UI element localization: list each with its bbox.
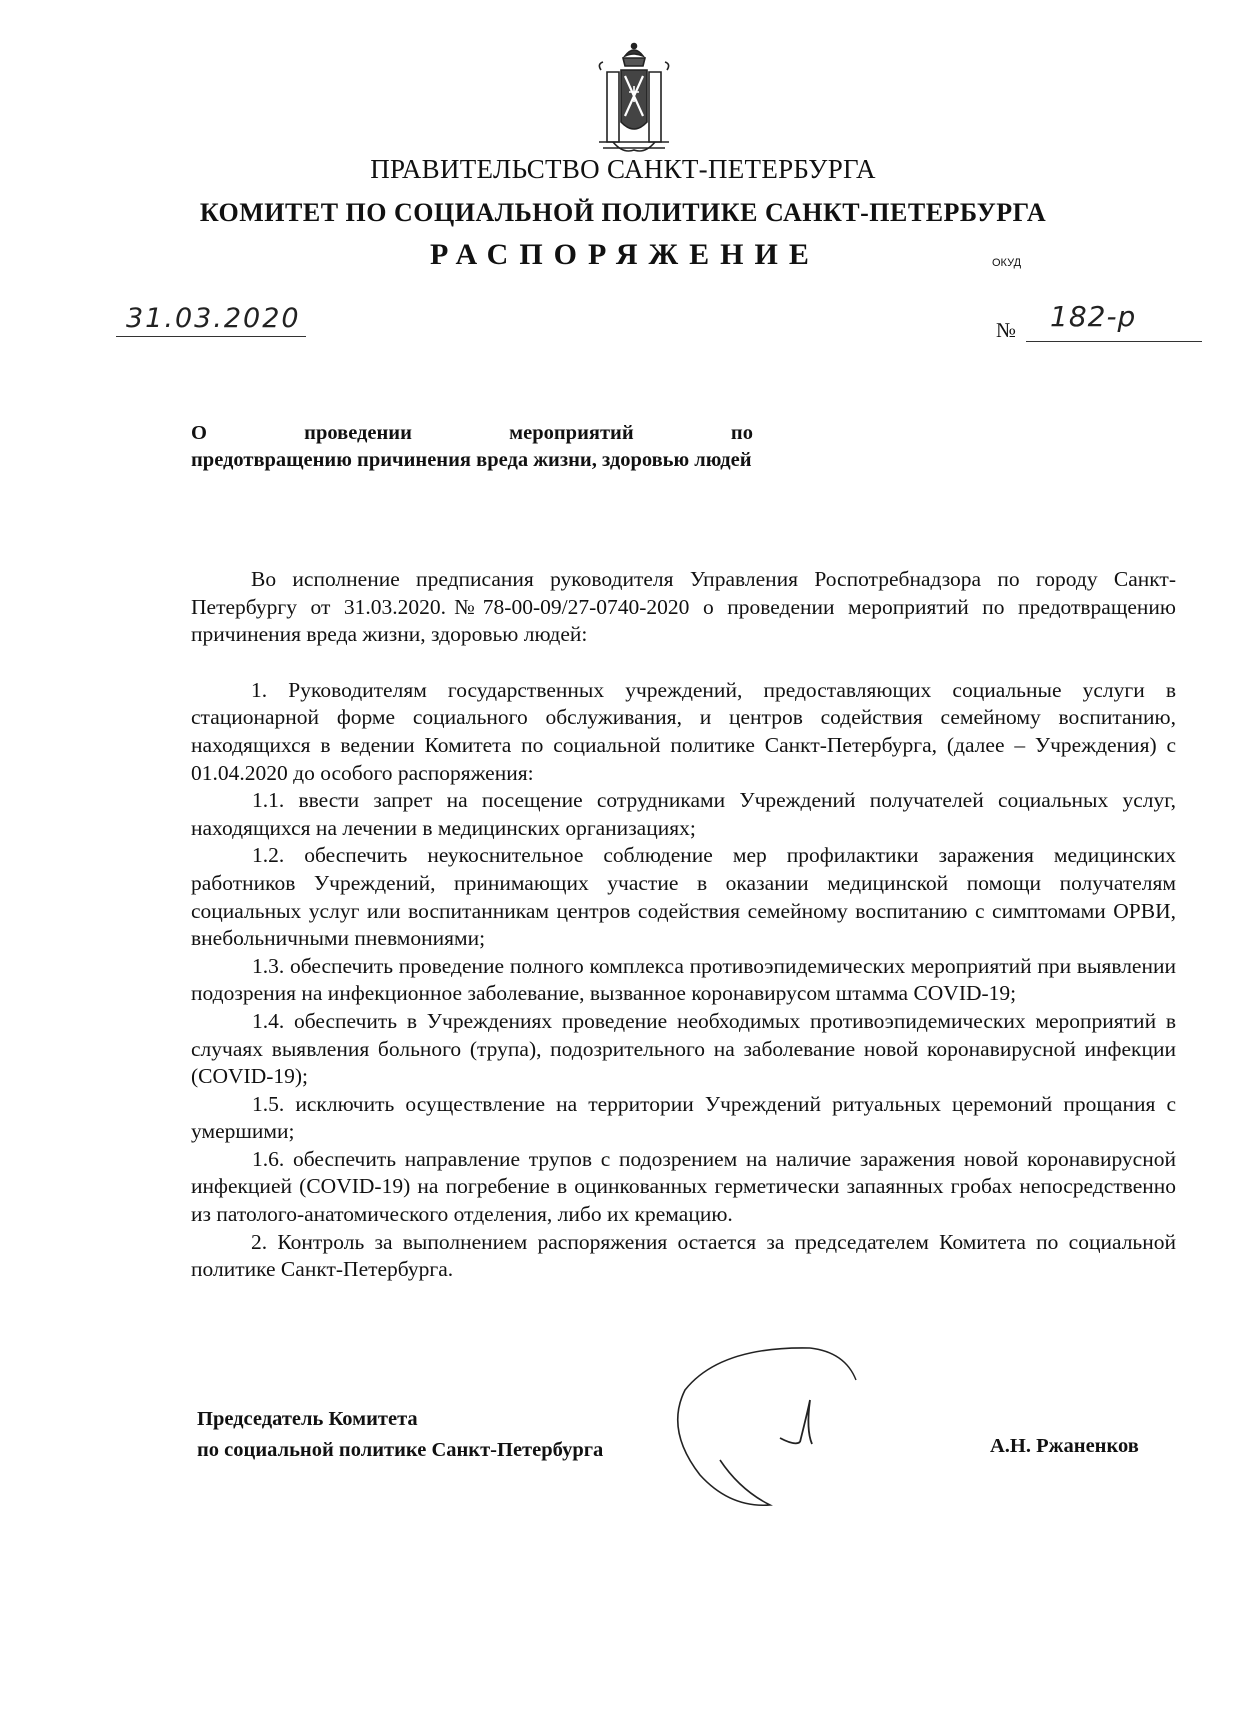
item-1-paragraph: 1. Руководителям государственных учреждений, предоставляющих социальные услуги в стационарной форме социального обслуживания, и центров содействия семейному воспитанию, находящихся в ведении Комитета по социальной политике Санкт-Петербурга, (далее – Учреждения) с 01.04.2020 до особого распоряжения: bbox=[191, 677, 1176, 785]
item-1-3-paragraph: 1.3. обеспечить проведение полного комплекса противоэпидемических мероприятий при выявлении подозрения на инфекционное заболевание, вызванное коронавирусом штамма COVID-19; bbox=[191, 953, 1176, 1006]
number-label: № bbox=[996, 318, 1017, 342]
coat-of-arms-emblem bbox=[593, 42, 675, 156]
document-type-heading: РАСПОРЯЖЕНИЕ bbox=[430, 238, 820, 271]
committee-heading: КОМИТЕТ ПО СОЦИАЛЬНОЙ ПОЛИТИКЕ САНКТ-ПЕТЕРБУРГА bbox=[199, 198, 1047, 227]
item-1-2-paragraph: 1.2. обеспечить неукоснительное соблюдение мер профилактики заражения медицинских работников Учреждений, принимающих участие в оказании медицинской помощи получателям социальных услуг или воспитанникам центров содействия семейному воспитанию с симптомами ОРВИ, внебольничными пневмониями; bbox=[191, 843, 1176, 951]
signatory-title-line-1: Председатель Комитета bbox=[197, 1408, 418, 1430]
subject-rest: предотвращению причинения вреда жизни, здоровью людей bbox=[191, 449, 752, 471]
item-1-4-paragraph: 1.4. обеспечить в Учреждениях проведение необходимых противоэпидемических мероприятий в случаях выявления больного (трупа), подозрительного на заболевание новой коронавирусной инфекции (COVID-19); bbox=[191, 1008, 1176, 1089]
date-underline bbox=[116, 336, 306, 337]
document-date: 31.03.2020 bbox=[126, 303, 301, 334]
subject-word: мероприятий bbox=[509, 422, 634, 444]
preamble-paragraph: Во исполнение предписания руководителя Управления Роспотребнадзора по городу Санкт-Петербургу от 31.03.2020.№78-00-09/27-0740-2020 о проведении мероприятий по предотвращению причинения вреда жизни, здоровью людей: bbox=[191, 567, 1176, 647]
okud-label: ОКУД bbox=[992, 257, 1022, 269]
signatory-name: А.Н. Ржаненков bbox=[990, 1435, 1139, 1457]
item-1-1-paragraph: 1.1. ввести запрет на посещение сотрудниками Учреждений получателей социальных услуг, находящихся на лечении в медицинских организациях; bbox=[191, 788, 1176, 840]
signatory-title-line-2: по социальной политике Санкт-Петербурга bbox=[197, 1439, 604, 1461]
document-subject bbox=[191, 420, 753, 474]
item-1-5-paragraph: 1.5. исключить осуществление на территории Учреждений ритуальных церемоний прощания с умершими; bbox=[191, 1091, 1176, 1144]
government-heading: ПРАВИТЕЛЬСТВО САНКТ-ПЕТЕРБУРГА bbox=[370, 154, 876, 184]
subject-line-1 bbox=[191, 420, 753, 447]
number-underline bbox=[1026, 341, 1202, 342]
signatory-title bbox=[197, 1404, 603, 1466]
handwritten-signature bbox=[660, 1340, 920, 1510]
subject-word: О bbox=[191, 422, 207, 444]
document-body bbox=[191, 566, 1176, 1284]
document-number: 182-р bbox=[1050, 300, 1137, 333]
subject-word: проведении bbox=[304, 422, 412, 444]
item-1-6-paragraph: 1.6. обеспечить направление трупов с подозрением на наличие заражения новой коронавирусной инфекцией (COVID-19) на погребение в оцинкованных герметически запаянных гробах непосредственно из патолого-анатомического отделения, либо их кремацию. bbox=[191, 1146, 1176, 1227]
item-2-paragraph: 2. Контроль за выполнением распоряжения остается за председателем Комитета по социальной политике Санкт-Петербурга. bbox=[191, 1229, 1176, 1282]
subject-word: по bbox=[730, 422, 753, 444]
